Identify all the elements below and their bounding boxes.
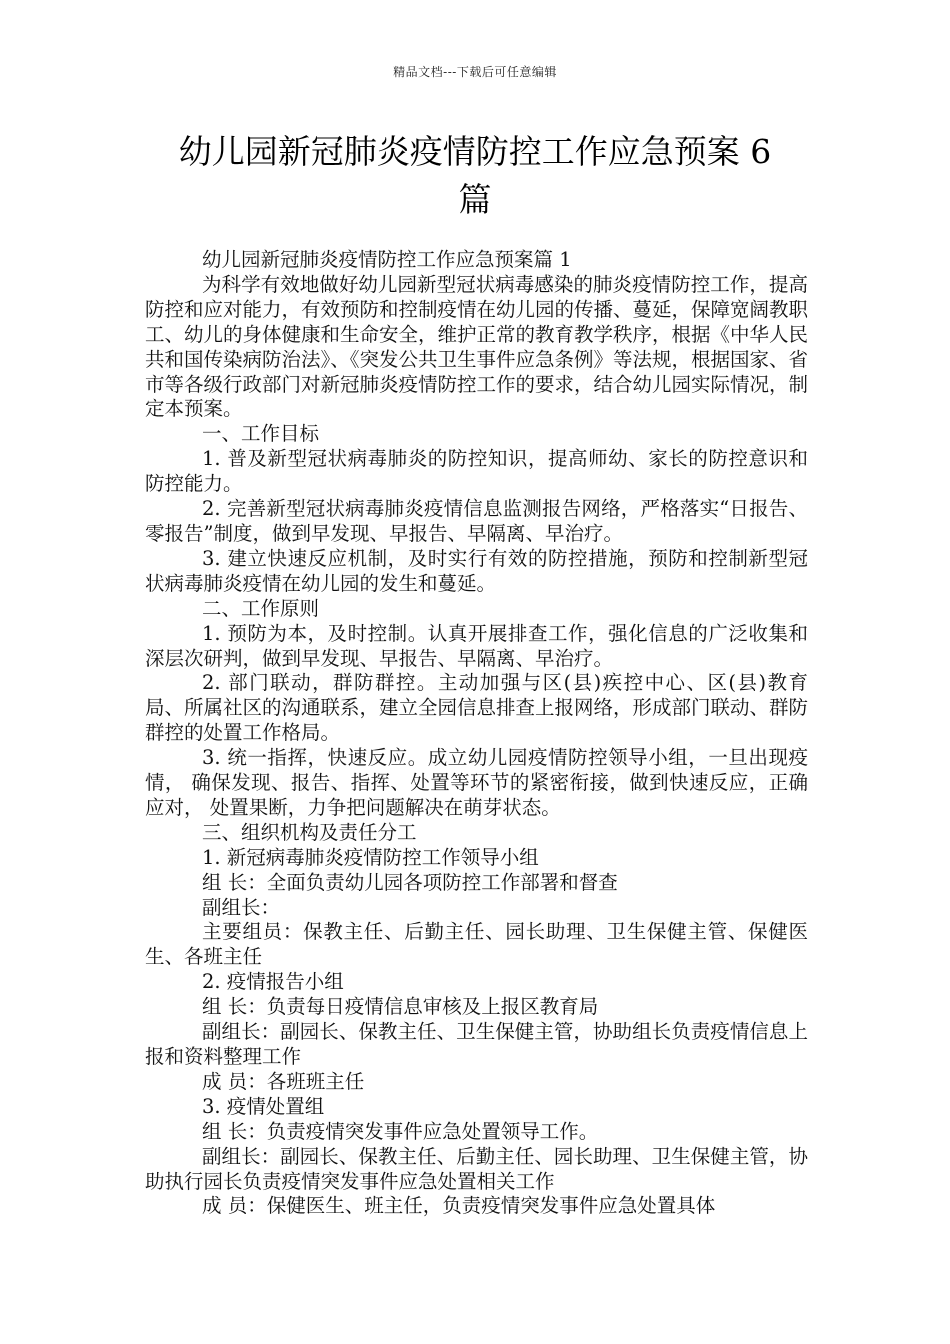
paragraph: 1. 普及新型冠状病毒肺炎的防控知识，提高师幼、家长的防控意识和防控能力。 <box>145 447 808 496</box>
section-heading: 二、工作原则 <box>202 596 320 620</box>
section-heading: 一、工作目标 <box>202 422 320 446</box>
paragraph: 组 长：负责每日疫情信息审核及上报区教育局 <box>202 995 599 1019</box>
paragraph: 为科学有效地做好幼儿园新型冠状病毒感染的肺炎疫情防控工作，提高防控和应对能力，有效预防和控制疫情在幼儿园的传播、蔓延，保障宽阔教职 工、幼儿的身体健康和生命安全，维护正常的教育教学秩序，根据《中华人民共和国传染病防治法》、《突发公共卫生事件应急条例》等法规，根据国家、省市等各级行政部门对新冠肺炎疫情防控工作的要求，结合幼儿园实际情况，制定本预案。 <box>145 272 809 421</box>
page-header: 精品文档---下载后可任意编辑 <box>393 65 557 79</box>
paragraph: 1. 新冠病毒肺炎疫情防控工作领导小组 <box>202 845 539 869</box>
paragraph: 主要组员：保教主任、后勤主任、园长助理、卫生保健主管、保健医生、各班主任 <box>145 920 808 969</box>
paragraph: 2. 部门联动，群防群控。主动加强与区(县)疾控中心、区(县)教育 局、所属社区的沟通联系，建立全园信息排查上报网络，形成部门联动、群防群控的处置工作格局。 <box>145 671 809 745</box>
section-heading: 幼儿园新冠肺炎疫情防控工作应急预案篇 1 <box>202 248 572 271</box>
document-body <box>145 248 808 1219</box>
paragraph: 3. 统一指挥，快速反应。成立幼儿园疫情防控领导小组，一旦出现疫情， 确保发现、报告、指挥、处置等环节的紧密衔接，做到快速反应，正确应对， 处置果断，力争把问题解决在萌芽状态。 <box>145 746 808 819</box>
paragraph: 副组长： <box>202 895 281 919</box>
paragraph: 1. 预防为本，及时控制。认真开展排查工作，强化信息的广泛收集和深层次研判，做到早发现、早报告、早隔离、早治疗。 <box>145 621 808 670</box>
section-heading: 三、组织机构及责任分工 <box>202 820 417 844</box>
paragraph: 副组长：副园长、保教主任、卫生保健主管，协助组长负责疫情信息上报和资料整理工作 <box>145 1020 808 1068</box>
document-title <box>120 128 830 224</box>
paragraph: 3. 疫情处置组 <box>202 1094 325 1118</box>
paragraph: 3. 建立快速反应机制，及时实行有效的防控措施，预防和控制新型冠状病毒肺炎疫情在幼儿园的发生和蔓延。 <box>145 546 808 595</box>
paragraph: 副组长：副园长、保教主任、后勤主任、园长助理、卫生保健主管，协助执行园长负责疫情突发事件应急处置相关工作 <box>145 1144 808 1193</box>
title-line-1: 幼儿园新冠肺炎疫情防控工作应急预案 6 <box>178 132 772 171</box>
paragraph: 2. 疫情报告小组 <box>202 970 344 994</box>
paragraph: 组 长：全面负责幼儿园各项防控工作部署和督查 <box>202 870 618 894</box>
paragraph: 2. 完善新型冠状病毒肺炎疫情信息监测报告网络，严格落实“日报告、零报告”制度，做到早发现、早报告、早隔离、早治疗。 <box>145 497 808 545</box>
paragraph: 成 员：保健医生、班主任，负责疫情突发事件应急处置具体 <box>202 1194 716 1218</box>
title-line-2: 篇 <box>458 180 492 219</box>
paragraph: 成 员：各班班主任 <box>202 1069 365 1093</box>
paragraph: 组 长：负责疫情突发事件应急处置领导工作。 <box>202 1119 599 1143</box>
